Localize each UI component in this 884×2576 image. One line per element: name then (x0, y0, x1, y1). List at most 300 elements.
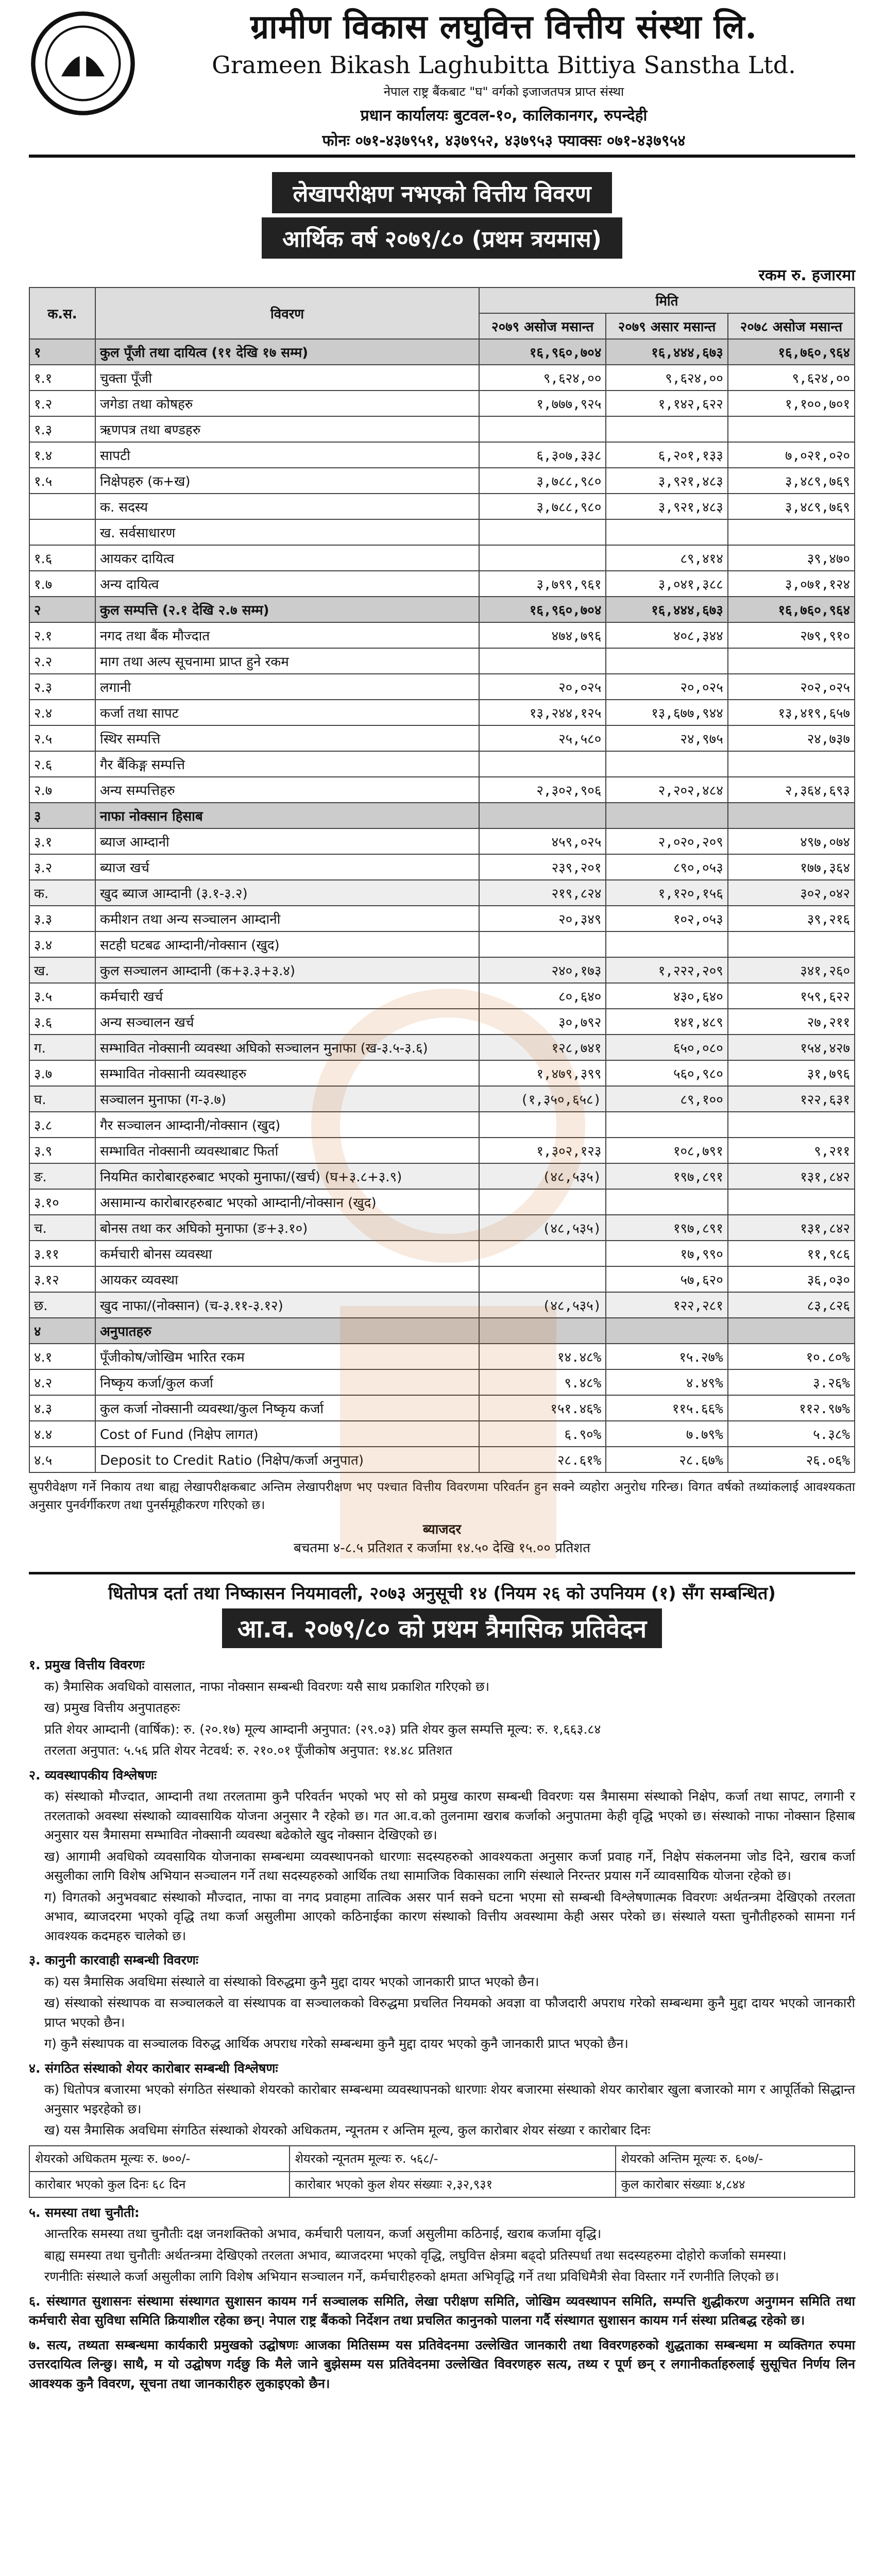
row-value (479, 545, 606, 571)
row-value: (४८,५३५) (479, 1292, 606, 1318)
row-description: अनुपातहरु (95, 1318, 479, 1344)
row-description: निक्षेपहरु (क+ख) (95, 468, 479, 494)
row-serial: १.४ (29, 442, 95, 468)
table-row (29, 1266, 855, 1292)
row-value: ५.३८% (728, 1421, 855, 1447)
row-description: लगानी (95, 674, 479, 700)
row-value: २७,२११ (728, 1009, 855, 1035)
row-value: १३१,८४२ (728, 1163, 855, 1189)
row-description: अन्य सञ्चालन खर्च (95, 1009, 479, 1035)
table-row (29, 339, 855, 365)
row-value: ७.७९% (606, 1421, 727, 1447)
row-value (479, 751, 606, 777)
row-value: १५१.४६% (479, 1395, 606, 1421)
row-description: सापटी (95, 442, 479, 468)
row-description: नियमित कारोबारहरुबाट भएको मुनाफा/(खर्च) (घ+३.८+३.९) (95, 1163, 479, 1189)
row-value: २०,०२५ (606, 674, 727, 700)
row-serial: ३.३ (29, 906, 95, 931)
row-value: (४८,५३५) (479, 1215, 606, 1241)
row-value: ३,९२१,४८३ (606, 468, 727, 494)
table-row (29, 1086, 855, 1112)
row-description: ब्याज आम्दानी (95, 828, 479, 854)
table-row (29, 957, 855, 983)
row-value: ३९,२१६ (728, 906, 855, 931)
row-description: नाफा नोक्सान हिसाब (95, 803, 479, 828)
row-value: २०२,०२५ (728, 674, 855, 700)
interest-rate-box (29, 1520, 855, 1558)
col-header-current: २०७९ असोज मसान्त (479, 313, 606, 339)
row-value: १०२,०५३ (606, 906, 727, 931)
license-note: नेपाल राष्ट्र बैंकबाट "घ" वर्गको इजाजतपत्र प्राप्त संस्था (383, 84, 624, 99)
row-value: ४३०,६४० (606, 983, 727, 1009)
col-header-corresponding: २०७८ असोज मसान्त (728, 313, 855, 339)
section-problems-b: बाह्य समस्या तथा चुनौतीः अर्थतन्त्रमा देखिएको तरलता अभाव, ब्याजदरमा भएको वृद्धि, लघुवित्त क्षेत्रमा बढ्दो प्रतिस्पर्धा तथा सदस्यहरुमा दोहोरो कर्जाको समस्या। (44, 2247, 787, 2263)
row-description: सम्भावित नोक्सानी व्यवस्था अघिको सञ्चालन मुनाफा (ख-३.५-३.६) (95, 1035, 479, 1060)
table-row (29, 803, 855, 828)
table-row (29, 906, 855, 931)
row-serial: २.२ (29, 648, 95, 674)
row-value: ४७४,७९६ (479, 622, 606, 648)
row-serial (29, 494, 95, 519)
row-value (728, 416, 855, 442)
table-row (29, 391, 855, 416)
letterhead-text (152, 3, 855, 150)
table-row (29, 828, 855, 854)
row-serial: ४ (29, 1318, 95, 1344)
row-serial: ग. (29, 1035, 95, 1060)
table-row (29, 725, 855, 751)
table-row (29, 1395, 855, 1421)
section-problems-a: आन्तरिक समस्या तथा चुनौतीः दक्ष जनशक्तिको अभाव, कर्मचारी पलायन, कर्जा असुलीमा कठिनाई, खराब कर्जामा वृद्धि। (44, 2226, 602, 2242)
row-value (606, 416, 727, 442)
row-value (479, 803, 606, 828)
table-row (29, 1292, 855, 1318)
table-row (29, 674, 855, 700)
row-description: चुक्ता पूँजी (95, 365, 479, 391)
row-value: २४,९७५ (606, 725, 727, 751)
table-row (29, 622, 855, 648)
row-value (479, 1112, 606, 1138)
row-value: ६.९०% (479, 1421, 606, 1447)
col-header-period: मिति (479, 287, 855, 313)
row-serial: ३.७ (29, 1060, 95, 1086)
row-value: ९,६२४,०० (606, 365, 727, 391)
row-value: १,४७९,३९९ (479, 1060, 606, 1086)
row-value: ९,२११ (728, 1138, 855, 1163)
row-serial: घ. (29, 1086, 95, 1112)
row-description: जगेडा तथा कोषहरु (95, 391, 479, 416)
row-serial: २.७ (29, 777, 95, 803)
table-row (29, 571, 855, 597)
row-value (479, 931, 606, 957)
row-serial: २.४ (29, 700, 95, 725)
table-row (29, 648, 855, 674)
row-serial: २.६ (29, 751, 95, 777)
row-description: पूँजीकोष/जोखिम भारित रकम (95, 1344, 479, 1369)
row-value: (१,३५०,६५८) (479, 1086, 606, 1112)
table-row (29, 1421, 855, 1447)
row-value (479, 1241, 606, 1266)
table-row (29, 1138, 855, 1163)
row-description: कर्जा तथा सापट (95, 700, 479, 725)
financial-statement-table (29, 287, 855, 1473)
row-serial: ३.१० (29, 1189, 95, 1215)
row-description: कुल सञ्चालन आम्दानी (क+३.३+३.४) (95, 957, 479, 983)
share-trading-table (29, 2145, 855, 2198)
row-description: ब्याज खर्च (95, 854, 479, 880)
section-management-b: ख) आगामी अवधिको व्यवसायिक योजनाका सम्बन्धमा व्यवस्थापनको धारणाः सदस्यहरुको आवश्यकता अनुसार कर्जा प्रवाह गर्ने, निक्षेप संकलनमा जोड दिने, खराब कर्जा असुलीका लागि विशेष अभियान सञ्चालन गर्ने तथा सदस्यहरुको आर्थिक तथा सामाजिक विकासका लागि संस्थाले निरन्तर प्रयास गर्ने व्यावसायिक योजना रहेको छ। (44, 1849, 855, 1884)
table-row (29, 519, 855, 545)
table-row (29, 777, 855, 803)
row-value: २१९,८२४ (479, 880, 606, 906)
row-value: १६,७६०,९६४ (728, 339, 855, 365)
row-value: १,७७७,९२५ (479, 391, 606, 416)
section-management-a: क) संस्थाको मौज्दात, आम्दानी तथा तरलतामा कुनै परिवर्तन भएको भए सो को प्रमुख कारण सम्बन्धी विवरणः यस त्रैमासमा संस्थाको निक्षेप, कर्जा तथा सापट, लगानी र तरलताको अवस्था संस्थाको व्यावसायिक योजना अनुसार नै रहेको छ। गत आ.व.को तुलनामा खराब कर्जाको अनुपातमा केही वृद्धि भएको छ। संस्थाको नाफा नोक्सान हिसाब अनुसार यस त्रैमासमा सम्भावित नोक्सानी व्यवस्था बढेकोले खुद नोक्सान देखिएको छ। (44, 1789, 855, 1843)
row-value: २,०२०,२०९ (606, 828, 727, 854)
row-serial: ३.४ (29, 931, 95, 957)
row-value: ३,०४१,३८८ (606, 571, 727, 597)
table-row (29, 545, 855, 571)
row-serial: २.१ (29, 622, 95, 648)
row-value (606, 1112, 727, 1138)
row-value: १६,४४४,६७३ (606, 597, 727, 622)
row-value: (४८,५३५) (479, 1163, 606, 1189)
row-value (606, 803, 727, 828)
row-value: १४.४८% (479, 1344, 606, 1369)
row-description: कुल कर्जा नोक्सानी व्यवस्था/कुल निष्कृय कर्जा (95, 1395, 479, 1421)
row-serial: ४.२ (29, 1369, 95, 1395)
row-value: १५.२७% (606, 1344, 727, 1369)
row-value: १०८,७९१ (606, 1138, 727, 1163)
row-description: कमीशन तथा अन्य सञ्चालन आम्दानी (95, 906, 479, 931)
row-serial: २.३ (29, 674, 95, 700)
row-serial: १ (29, 339, 95, 365)
row-serial: च. (29, 1215, 95, 1241)
row-serial: छ. (29, 1292, 95, 1318)
section-share-b: ख) यस त्रैमासिक अवधिमा संगठित संस्थाको शेयरको अधिकतम, न्यूनतम र अन्तिम मूल्य, कुल कारोबार शेयर संख्या र कारोबार दिनः (44, 2123, 651, 2138)
row-serial: १.२ (29, 391, 95, 416)
row-description: गैर सञ्चालन आम्दानी/नोक्सान (खुद) (95, 1112, 479, 1138)
row-description: सम्भावित नोक्सानी व्यवस्थाबाट फिर्ता (95, 1138, 479, 1163)
row-value (728, 1112, 855, 1138)
row-serial: १.५ (29, 468, 95, 494)
section-governance: ६. संस्थागत सुशासनः संस्थामा संस्थागत सुशासन कायम गर्न सञ्चालक समिति, लेखा परीक्षण समिति, जोखिम व्यवस्थापन समिति, सम्पत्ति शुद्धीकरण अनुगमन समिति तथा कर्मचारी सेवा सुविधा समिति क्रियाशील रहेका छन्। नेपाल राष्ट्र बैंकको निर्देशन तथा प्रचलित कानुनको पालना गर्दै संस्थागत सुशासन कायम गर्न संस्था प्रतिबद्ध रहेको छ। (29, 2293, 855, 2328)
row-value (728, 1189, 855, 1215)
row-serial: ख. (29, 957, 95, 983)
row-value: ३,७८८,९८० (479, 494, 606, 519)
row-value: ९.४८% (479, 1369, 606, 1395)
row-description: खुद नाफा/(नोक्सान) (च-३.११-३.१२) (95, 1292, 479, 1318)
share-row (29, 2172, 855, 2197)
row-value: २४,७३७ (728, 725, 855, 751)
head-office-address: प्रधान कार्यालयः बुटवल-१०, कालिकानगर, रुपन्देही (360, 107, 648, 125)
row-value: १३,६७७,९४४ (606, 700, 727, 725)
row-value: १२२,६३१ (728, 1086, 855, 1112)
organization-name-en: Grameen Bikash Laghubitta Bittiya Sanstha Ltd. (212, 51, 796, 79)
row-value: ४५९,०२५ (479, 828, 606, 854)
row-serial: १.१ (29, 365, 95, 391)
table-row (29, 1009, 855, 1035)
row-value: १,१२०,१५६ (606, 880, 727, 906)
row-value: ८९०,०५३ (606, 854, 727, 880)
table-row (29, 1215, 855, 1241)
row-serial: १.७ (29, 571, 95, 597)
row-value: १९७,८९१ (606, 1215, 727, 1241)
row-description: स्थिर सम्पत्ति (95, 725, 479, 751)
col-header-sn: क.स. (29, 287, 95, 339)
quarterly-report-title: आ.व. २०७९/८० को प्रथम त्रैमासिक प्रतिवेदन (222, 1608, 662, 1648)
row-serial: ३.५ (29, 983, 95, 1009)
row-value: १५४,४२७ (728, 1035, 855, 1060)
row-value (479, 1189, 606, 1215)
row-value: ११२.९७% (728, 1395, 855, 1421)
row-description: असामान्य कारोबारहरुबाट भएको आम्दानी/नोक्सान (खुद) (95, 1189, 479, 1215)
row-value: ६,२०१,१३३ (606, 442, 727, 468)
section-legal-a: क) यस त्रैमासिक अवधिमा संस्थाले वा संस्थाको विरुद्धमा कुनै मुद्दा दायर भएको जानकारी प्राप्त भएको छैन। (44, 1974, 539, 1989)
row-description: नगद तथा बैंक मौज्दात (95, 622, 479, 648)
row-description: ऋणपत्र तथा बण्डहरु (95, 416, 479, 442)
row-serial: ३.१२ (29, 1266, 95, 1292)
row-value: २,३०२,९०६ (479, 777, 606, 803)
row-value: ५७,६२० (606, 1266, 727, 1292)
share-cell: शेयरको अन्तिम मूल्यः रु. ६०७/- (616, 2146, 855, 2172)
row-value: ५६०,९८० (606, 1060, 727, 1086)
row-value (479, 1318, 606, 1344)
row-value: १५९,६२२ (728, 983, 855, 1009)
row-value: ८९,१०० (606, 1086, 727, 1112)
row-serial: २ (29, 597, 95, 622)
share-cell: शेयरको न्यूनतम मूल्यः रु. ५६८/- (290, 2146, 616, 2172)
col-header-desc: विवरण (95, 287, 479, 339)
row-value: ३४१,२६० (728, 957, 855, 983)
row-value: ९,६२४,०० (728, 365, 855, 391)
row-description: सटही घटबढ आम्दानी/नोक्सान (खुद) (95, 931, 479, 957)
row-value: २०,३४९ (479, 906, 606, 931)
row-serial: ङ. (29, 1163, 95, 1189)
row-description: अन्य सम्पत्तिहरु (95, 777, 479, 803)
row-value (728, 519, 855, 545)
row-serial: १.३ (29, 416, 95, 442)
row-value (606, 1318, 727, 1344)
table-row (29, 365, 855, 391)
row-description: सञ्चालन मुनाफा (ग-३.७) (95, 1086, 479, 1112)
organization-logo-icon (29, 9, 137, 117)
quarterly-report-header (29, 1572, 855, 1648)
row-serial: ३.९ (29, 1138, 95, 1163)
table-row (29, 700, 855, 725)
row-value: ३९,४७० (728, 545, 855, 571)
table-row (29, 494, 855, 519)
section-management-heading: २. व्यवस्थापकीय विश्लेषणः (29, 1767, 157, 1783)
table-row (29, 1189, 855, 1215)
table-row (29, 597, 855, 622)
table-row (29, 442, 855, 468)
row-serial: ४.५ (29, 1447, 95, 1472)
row-value: १७,९९० (606, 1241, 727, 1266)
row-value: ७,०२१,०२० (728, 442, 855, 468)
row-serial: ४.४ (29, 1421, 95, 1447)
row-description: आयकर दायित्व (95, 545, 479, 571)
statement-titles (29, 170, 855, 261)
row-value: ४०८,३४४ (606, 622, 727, 648)
row-serial: क. (29, 880, 95, 906)
table-row (29, 416, 855, 442)
row-description: कर्मचारी बोनस व्यवस्था (95, 1241, 479, 1266)
statement-footnote: सुपरीवेक्षण गर्ने निकाय तथा बाह्य लेखापरीक्षकबाट अन्तिम लेखापरीक्षण भए पश्चात वित्तीय विवरणमा परिवर्तन हुन सक्ने व्यहोरा अनुरोध गरिन्छ। विगत वर्षको तथ्यांकलाई आवश्यकता अनुसार पुनर्वर्गीकरण तथा पुनर्समूहीकरण गरिएको छ। (29, 1480, 855, 1512)
section-financial-a: क) त्रैमासिक अवधिको वासलात, नाफा नोक्सान सम्बन्धी विवरणः यसै साथ प्रकाशित गरिएको छ। (44, 1679, 490, 1694)
row-description: बोनस तथा कर अघिको मुनाफा (ङ+३.१०) (95, 1215, 479, 1241)
table-row (29, 1447, 855, 1472)
letterhead (29, 0, 855, 158)
row-value (728, 648, 855, 674)
table-row (29, 1163, 855, 1189)
ratio-line-1: प्रति शेयर आम्दानी (वार्षिक): रु. (२०.१७) मूल्य आम्दानी अनुपात: (२९.०३) प्रति शेयर कुल सम्पत्ति मूल्य: रु. १,६६३.८४ (44, 1721, 601, 1737)
row-value (728, 931, 855, 957)
table-row (29, 468, 855, 494)
col-header-previous: २०७९ असार मसान्त (606, 313, 727, 339)
row-value: २,३६४,६९३ (728, 777, 855, 803)
table-row (29, 1344, 855, 1369)
row-value: ३०२,०४२ (728, 880, 855, 906)
row-value: १९७,८९१ (606, 1163, 727, 1189)
row-value: १६,९६०,७०४ (479, 339, 606, 365)
table-row (29, 1035, 855, 1060)
fiscal-year-title: आर्थिक वर्ष २०७९/८० (प्रथम त्रयमास) (262, 217, 622, 259)
section-legal-c: ग) कुनै संस्थापक वा सञ्चालक विरुद्ध आर्थिक अपराध गरेको सम्बन्धमा कुनै मुद्दा दायर भएको कुनै जानकारी प्राप्त भएको छैन। (44, 2036, 628, 2052)
table-row (29, 880, 855, 906)
row-value: ४.४९% (606, 1369, 727, 1395)
row-value: १६,४४४,६७३ (606, 339, 727, 365)
row-value: २०,०२५ (479, 674, 606, 700)
amount-unit: रकम रु. हजारमा (758, 266, 855, 284)
row-value (479, 648, 606, 674)
row-value: १०.८०% (728, 1344, 855, 1369)
table-row (29, 983, 855, 1009)
row-serial: १.६ (29, 545, 95, 571)
row-value: २५,५८० (479, 725, 606, 751)
share-row (29, 2146, 855, 2172)
section-problems-c: रणनीतिः संस्थाले कर्जा असुलीका लागि विशेष अभियान सञ्चालन गर्ने, कर्मचारीहरुको क्षमता अभिवृद्धि गर्ने तथा प्रविधिमैत्री सेवा विस्तार गर्ने रणनीति लिएको छ। (44, 2269, 779, 2284)
row-value: १४१,४८९ (606, 1009, 727, 1035)
row-value (728, 803, 855, 828)
table-row (29, 1241, 855, 1266)
row-value (606, 931, 727, 957)
table-row (29, 931, 855, 957)
row-description: कर्मचारी खर्च (95, 983, 479, 1009)
section-financial-b: ख) प्रमुख वित्तीय अनुपातहरुः (44, 1700, 180, 1716)
row-value: ३,४८९,७६९ (728, 494, 855, 519)
ratio-line-2: तरलता अनुपात: ५.५६ प्रति शेयर नेटवर्थ: रु. २१०.०१ पूँजीकोष अनुपात: १४.४८ प्रतिशत (44, 1743, 452, 1758)
row-value (479, 1266, 606, 1292)
section-legal-heading: ३. कानुनी कारवाही सम्बन्धी विवरणः (29, 1953, 198, 1968)
row-value: ३.२६% (728, 1369, 855, 1395)
row-description: खुद ब्याज आम्दानी (३.१-३.२) (95, 880, 479, 906)
row-description: सम्भावित नोक्सानी व्यवस्थाहरु (95, 1060, 479, 1086)
row-value: २४०,१७३ (479, 957, 606, 983)
row-description: माग तथा अल्प सूचनामा प्राप्त हुने रकम (95, 648, 479, 674)
row-value: ६,३०७,३३८ (479, 442, 606, 468)
contact-numbers: फोनः ०७१-४३७९५१, ४३७९५२, ४३७९५३ फ्याक्सः ०७१-४३७९५४ (322, 132, 686, 150)
row-value: १७७,३६४ (728, 854, 855, 880)
row-value: १,१४२,६२२ (606, 391, 727, 416)
section-declaration: ७. सत्य, तथ्यता सम्बन्धमा कार्यकारी प्रमुखको उद्घोषणः आजका मितिसम्म यस प्रतिवेदनमा उल्लेखित जानकारी तथा विवरणहरुको शुद्धताका सम्बन्धमा म व्यक्तिगत रुपमा उत्तरदायित्व लिन्छु। साथै, म यो उद्घोषण गर्दछु कि मैले जाने बुझेसम्म यस प्रतिवेदनमा उल्लेखित विवरणहरु सत्य, तथ्य र पूर्ण छन् र लगानीकर्ताहरुलाई सुसूचित निर्णय लिन आवश्यक कुनै विवरण, सूचना तथा जानकारीहरु लुकाइएको छैन। (29, 2337, 855, 2391)
row-serial: ४.३ (29, 1395, 95, 1421)
row-value: ११,९८६ (728, 1241, 855, 1266)
row-value: ११५.६६% (606, 1395, 727, 1421)
row-value: ६५०,०८० (606, 1035, 727, 1060)
table-row (29, 751, 855, 777)
financial-table-body (29, 339, 855, 1472)
row-value: १२२,२८१ (606, 1292, 727, 1318)
row-value: ३६,०३० (728, 1266, 855, 1292)
row-value: १२८,७४१ (479, 1035, 606, 1060)
row-serial (29, 519, 95, 545)
row-value: २६.०६% (728, 1447, 855, 1472)
row-value: ८३,८२६ (728, 1292, 855, 1318)
row-value: ३,७८८,९८० (479, 468, 606, 494)
row-value: २७९,९१० (728, 622, 855, 648)
row-value: १३,४१९,६५७ (728, 700, 855, 725)
row-value: ९,६२४,०० (479, 365, 606, 391)
row-value: १,२२२,२०९ (606, 957, 727, 983)
section-management-c: ग) विगतको अनुभवबाट संस्थाको मौज्दात, नाफा वा नगद प्रवाहमा तात्विक असर पार्न सक्ने घटना भएमा सो सम्बन्धी विश्लेषणात्मक विवरणः अर्थतन्त्रमा देखिएको तरलता अभाव, ब्याजदरमा भएको वृद्धि तथा कर्जा असुलीमा आएको कठिनाईका कारण संस्थाको वित्तीय अवस्थामा केही असर परेको छ। संस्थाले यस्ता चुनौतीहरुको सामना गर्न आवश्यक कदमहरु चालेको छ। (44, 1889, 856, 1943)
regulation-reference: धितोपत्र दर्ता तथा निष्कासन नियमावली, २०७३ अनुसूची १४ (नियम २६ को उपनियम (१) सँग सम्बन्धित) (108, 1583, 776, 1604)
organization-name-np: ग्रामीण विकास लघुवित्त वित्तीय संस्था लि. (250, 8, 757, 46)
row-description: Deposit to Credit Ratio (निक्षेप/कर्जा अनुपात) (95, 1447, 479, 1472)
row-value: ८०,६४० (479, 983, 606, 1009)
row-value: ८९,४१४ (606, 545, 727, 571)
statement-title: लेखापरीक्षण नभएको वित्तीय विवरण (272, 172, 611, 213)
row-serial: २.५ (29, 725, 95, 751)
share-cell: कुल कारोबार संख्याः ४,८४४ (616, 2172, 855, 2197)
table-row (29, 854, 855, 880)
row-description: ख. सर्वसाधारण (95, 519, 479, 545)
row-value: ४९७,०७४ (728, 828, 855, 854)
row-serial: ३.८ (29, 1112, 95, 1138)
row-value: १,१००,७०१ (728, 391, 855, 416)
row-value: ३,९२१,४८३ (606, 494, 727, 519)
interest-rate-label: ब्याजदर (422, 1521, 462, 1537)
row-value: १६,७६०,९६४ (728, 597, 855, 622)
row-value: १३,२४४,१२५ (479, 700, 606, 725)
row-value: ३,०७१,१२४ (728, 571, 855, 597)
row-value (606, 751, 727, 777)
row-description: कुल सम्पत्ति (२.१ देखि २.७ सम्म) (95, 597, 479, 622)
row-value (606, 1189, 727, 1215)
section-legal-b: ख) संस्थाको संस्थापक वा सञ्चालकले वा संस्थापक वा सञ्चालकको विरुद्धमा प्रचलित नियमको अवज्ञा वा फौजदारी अपराध गरेको सम्बन्धमा कुनै मुद्दा दायर भएको जानकारी प्राप्त भएको छैन। (44, 1995, 855, 2030)
row-value: ३०,७९२ (479, 1009, 606, 1035)
row-description: क. सदस्य (95, 494, 479, 519)
row-description: गैर बैंकिङ्ग सम्पत्ति (95, 751, 479, 777)
table-row (29, 1112, 855, 1138)
row-value (728, 1318, 855, 1344)
interest-rate-values: बचतमा ४-८.५ प्रतिशत र कर्जामा १४.५० देखि १५.०० प्रतिशत (294, 1540, 590, 1556)
row-value: १,३०२,१२३ (479, 1138, 606, 1163)
row-value: १६,९६०,७०४ (479, 597, 606, 622)
row-value: २,२०२,४८४ (606, 777, 727, 803)
row-description: निष्कृय कर्जा/कुल कर्जा (95, 1369, 479, 1395)
row-description: आयकर व्यवस्था (95, 1266, 479, 1292)
row-serial: ४.१ (29, 1344, 95, 1369)
row-value: १३१,८४२ (728, 1215, 855, 1241)
row-value: २८.६७% (606, 1447, 727, 1472)
row-value: ३१,७९६ (728, 1060, 855, 1086)
row-value (728, 751, 855, 777)
row-value: २८.६१% (479, 1447, 606, 1472)
share-cell: कारोबार भएको कुल दिनः ६८ दिन (29, 2172, 290, 2197)
section-share-a: क) धितोपत्र बजारमा भएको संगठित संस्थाको शेयरको कारोबार सम्बन्धमा व्यवस्थापनको धारणाः शेयर बजारमा संस्थाको शेयर कारोबार खुला बजारको माग र आपूर्तिको सिद्धान्त अनुसार भइरहेको छ। (44, 2082, 855, 2116)
row-serial: ३.६ (29, 1009, 95, 1035)
